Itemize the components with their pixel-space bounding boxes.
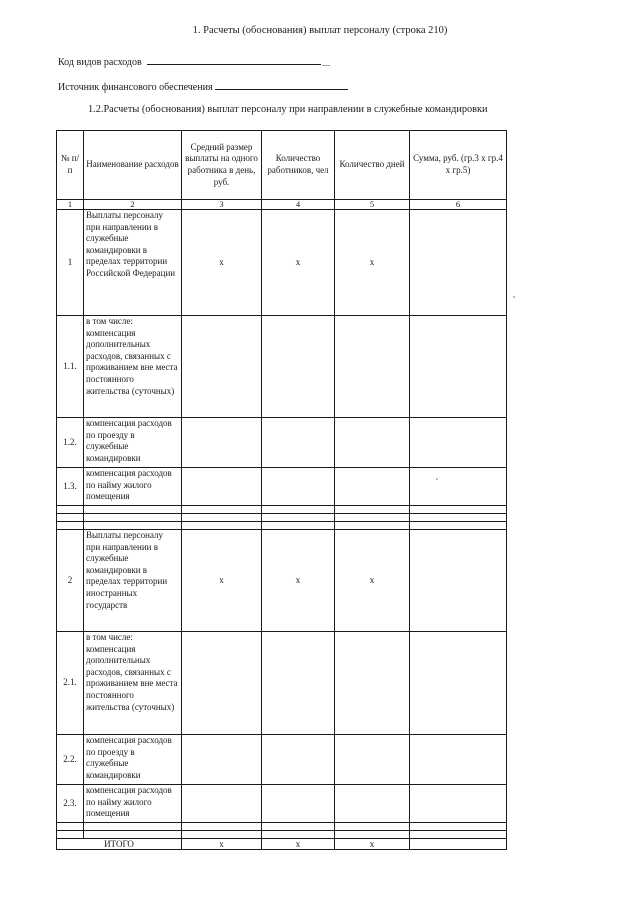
avg-payment-cell[interactable] bbox=[182, 785, 262, 823]
funding-source-label: Источник финансового обеспечения bbox=[58, 82, 213, 93]
blank-row bbox=[57, 522, 507, 530]
row-name: Выплаты персоналу при направлении в служебные командировки в пределах территории иностранных государств bbox=[84, 530, 182, 632]
blank-row bbox=[57, 831, 507, 839]
column-number-row bbox=[57, 200, 507, 210]
column-number: 4 bbox=[262, 200, 335, 210]
expense-code-row bbox=[58, 55, 330, 68]
employees-count-cell[interactable] bbox=[262, 316, 335, 418]
funding-source-row bbox=[58, 80, 348, 93]
table-row bbox=[57, 785, 507, 823]
row-number: 1.3. bbox=[57, 468, 84, 506]
employees-count-cell[interactable] bbox=[262, 468, 335, 506]
total-employees-cell[interactable]: x bbox=[262, 839, 335, 850]
sum-cell[interactable] bbox=[410, 785, 507, 823]
row-name: компенсация расходов по проезду в служебные командировки bbox=[84, 418, 182, 468]
table-row bbox=[57, 468, 507, 506]
expense-code-field[interactable] bbox=[147, 55, 321, 65]
row-number: 1.2. bbox=[57, 418, 84, 468]
row-number: 2 bbox=[57, 530, 84, 632]
table-row bbox=[57, 210, 507, 316]
expense-code-label: Код видов расходов bbox=[58, 57, 142, 68]
days-count-cell[interactable] bbox=[335, 735, 410, 785]
table-row bbox=[57, 632, 507, 735]
sum-cell[interactable] bbox=[410, 316, 507, 418]
total-days-cell[interactable]: x bbox=[335, 839, 410, 850]
avg-payment-cell[interactable]: x bbox=[182, 530, 262, 632]
header-cell: Сумма, руб. (гр.3 x гр.4 x гр.5) bbox=[410, 131, 507, 200]
header-cell: Количество дней bbox=[335, 131, 410, 200]
expense-code-suffix: __ bbox=[322, 58, 331, 67]
sum-cell[interactable] bbox=[410, 735, 507, 785]
row-name: Выплаты персоналу при направлении в служебные командировки в пределах территории Российской Федерации bbox=[84, 210, 182, 316]
header-cell: Количество работников, чел bbox=[262, 131, 335, 200]
column-number: 5 bbox=[335, 200, 410, 210]
table-header-row bbox=[57, 131, 507, 200]
employees-count-cell[interactable]: x bbox=[262, 210, 335, 316]
total-label: ИТОГО bbox=[57, 839, 182, 850]
section-subtitle: 1.2.Расчеты (обоснования) выплат персоналу при направлении в служебные командировки bbox=[88, 104, 488, 115]
days-count-cell[interactable] bbox=[335, 468, 410, 506]
employees-count-cell[interactable] bbox=[262, 632, 335, 735]
header-cell: Наименование расходов bbox=[84, 131, 182, 200]
row-number: 1 bbox=[57, 210, 84, 316]
scan-speck bbox=[436, 478, 438, 480]
column-number: 1 bbox=[57, 200, 84, 210]
table-row bbox=[57, 735, 507, 785]
avg-payment-cell[interactable] bbox=[182, 735, 262, 785]
blank-row bbox=[57, 514, 507, 522]
page-title: 1. Расчеты (обоснования) выплат персоналу (строка 210) bbox=[192, 25, 448, 36]
days-count-cell[interactable]: x bbox=[335, 210, 410, 316]
row-name: в том числе: компенсация дополнительных расходов, связанных с проживанием вне места постоянного жительства (суточных) bbox=[84, 316, 182, 418]
days-count-cell[interactable]: x bbox=[335, 530, 410, 632]
row-name: компенсация расходов по проезду в служебные командировки bbox=[84, 735, 182, 785]
avg-payment-cell[interactable]: x bbox=[182, 210, 262, 316]
days-count-cell[interactable] bbox=[335, 785, 410, 823]
scan-speck bbox=[513, 296, 515, 298]
column-number: 6 bbox=[410, 200, 507, 210]
total-sum-cell[interactable] bbox=[410, 839, 507, 850]
table-row bbox=[57, 316, 507, 418]
header-cell: Средний размер выплаты на одного работника в день, руб. bbox=[182, 131, 262, 200]
avg-payment-cell[interactable] bbox=[182, 316, 262, 418]
row-name: в том числе: компенсация дополнительных расходов, связанных с проживанием вне места постоянного жительства (суточных) bbox=[84, 632, 182, 735]
total-avg-payment-cell[interactable]: x bbox=[182, 839, 262, 850]
sum-cell[interactable] bbox=[410, 632, 507, 735]
table-row bbox=[57, 418, 507, 468]
blank-row bbox=[57, 506, 507, 514]
employees-count-cell[interactable] bbox=[262, 735, 335, 785]
row-number: 2.3. bbox=[57, 785, 84, 823]
header-cell: № п/п bbox=[57, 131, 84, 200]
days-count-cell[interactable] bbox=[335, 316, 410, 418]
avg-payment-cell[interactable] bbox=[182, 468, 262, 506]
row-number: 2.1. bbox=[57, 632, 84, 735]
sum-cell[interactable] bbox=[410, 530, 507, 632]
avg-payment-cell[interactable] bbox=[182, 632, 262, 735]
avg-payment-cell[interactable] bbox=[182, 418, 262, 468]
employees-count-cell[interactable]: x bbox=[262, 530, 335, 632]
row-name: компенсация расходов по найму жилого помещения bbox=[84, 468, 182, 506]
sum-cell[interactable] bbox=[410, 418, 507, 468]
row-name: компенсация расходов по найму жилого помещения bbox=[84, 785, 182, 823]
employees-count-cell[interactable] bbox=[262, 418, 335, 468]
days-count-cell[interactable] bbox=[335, 632, 410, 735]
employees-count-cell[interactable] bbox=[262, 785, 335, 823]
sum-cell[interactable] bbox=[410, 210, 507, 316]
blank-row bbox=[57, 823, 507, 831]
sum-cell[interactable] bbox=[410, 468, 507, 506]
row-number: 1.1. bbox=[57, 316, 84, 418]
column-number: 2 bbox=[84, 200, 182, 210]
table-row bbox=[57, 530, 507, 632]
travel-expenses-table bbox=[56, 130, 507, 850]
column-number: 3 bbox=[182, 200, 262, 210]
row-number: 2.2. bbox=[57, 735, 84, 785]
funding-source-field[interactable] bbox=[215, 80, 348, 90]
days-count-cell[interactable] bbox=[335, 418, 410, 468]
total-row bbox=[57, 839, 507, 850]
